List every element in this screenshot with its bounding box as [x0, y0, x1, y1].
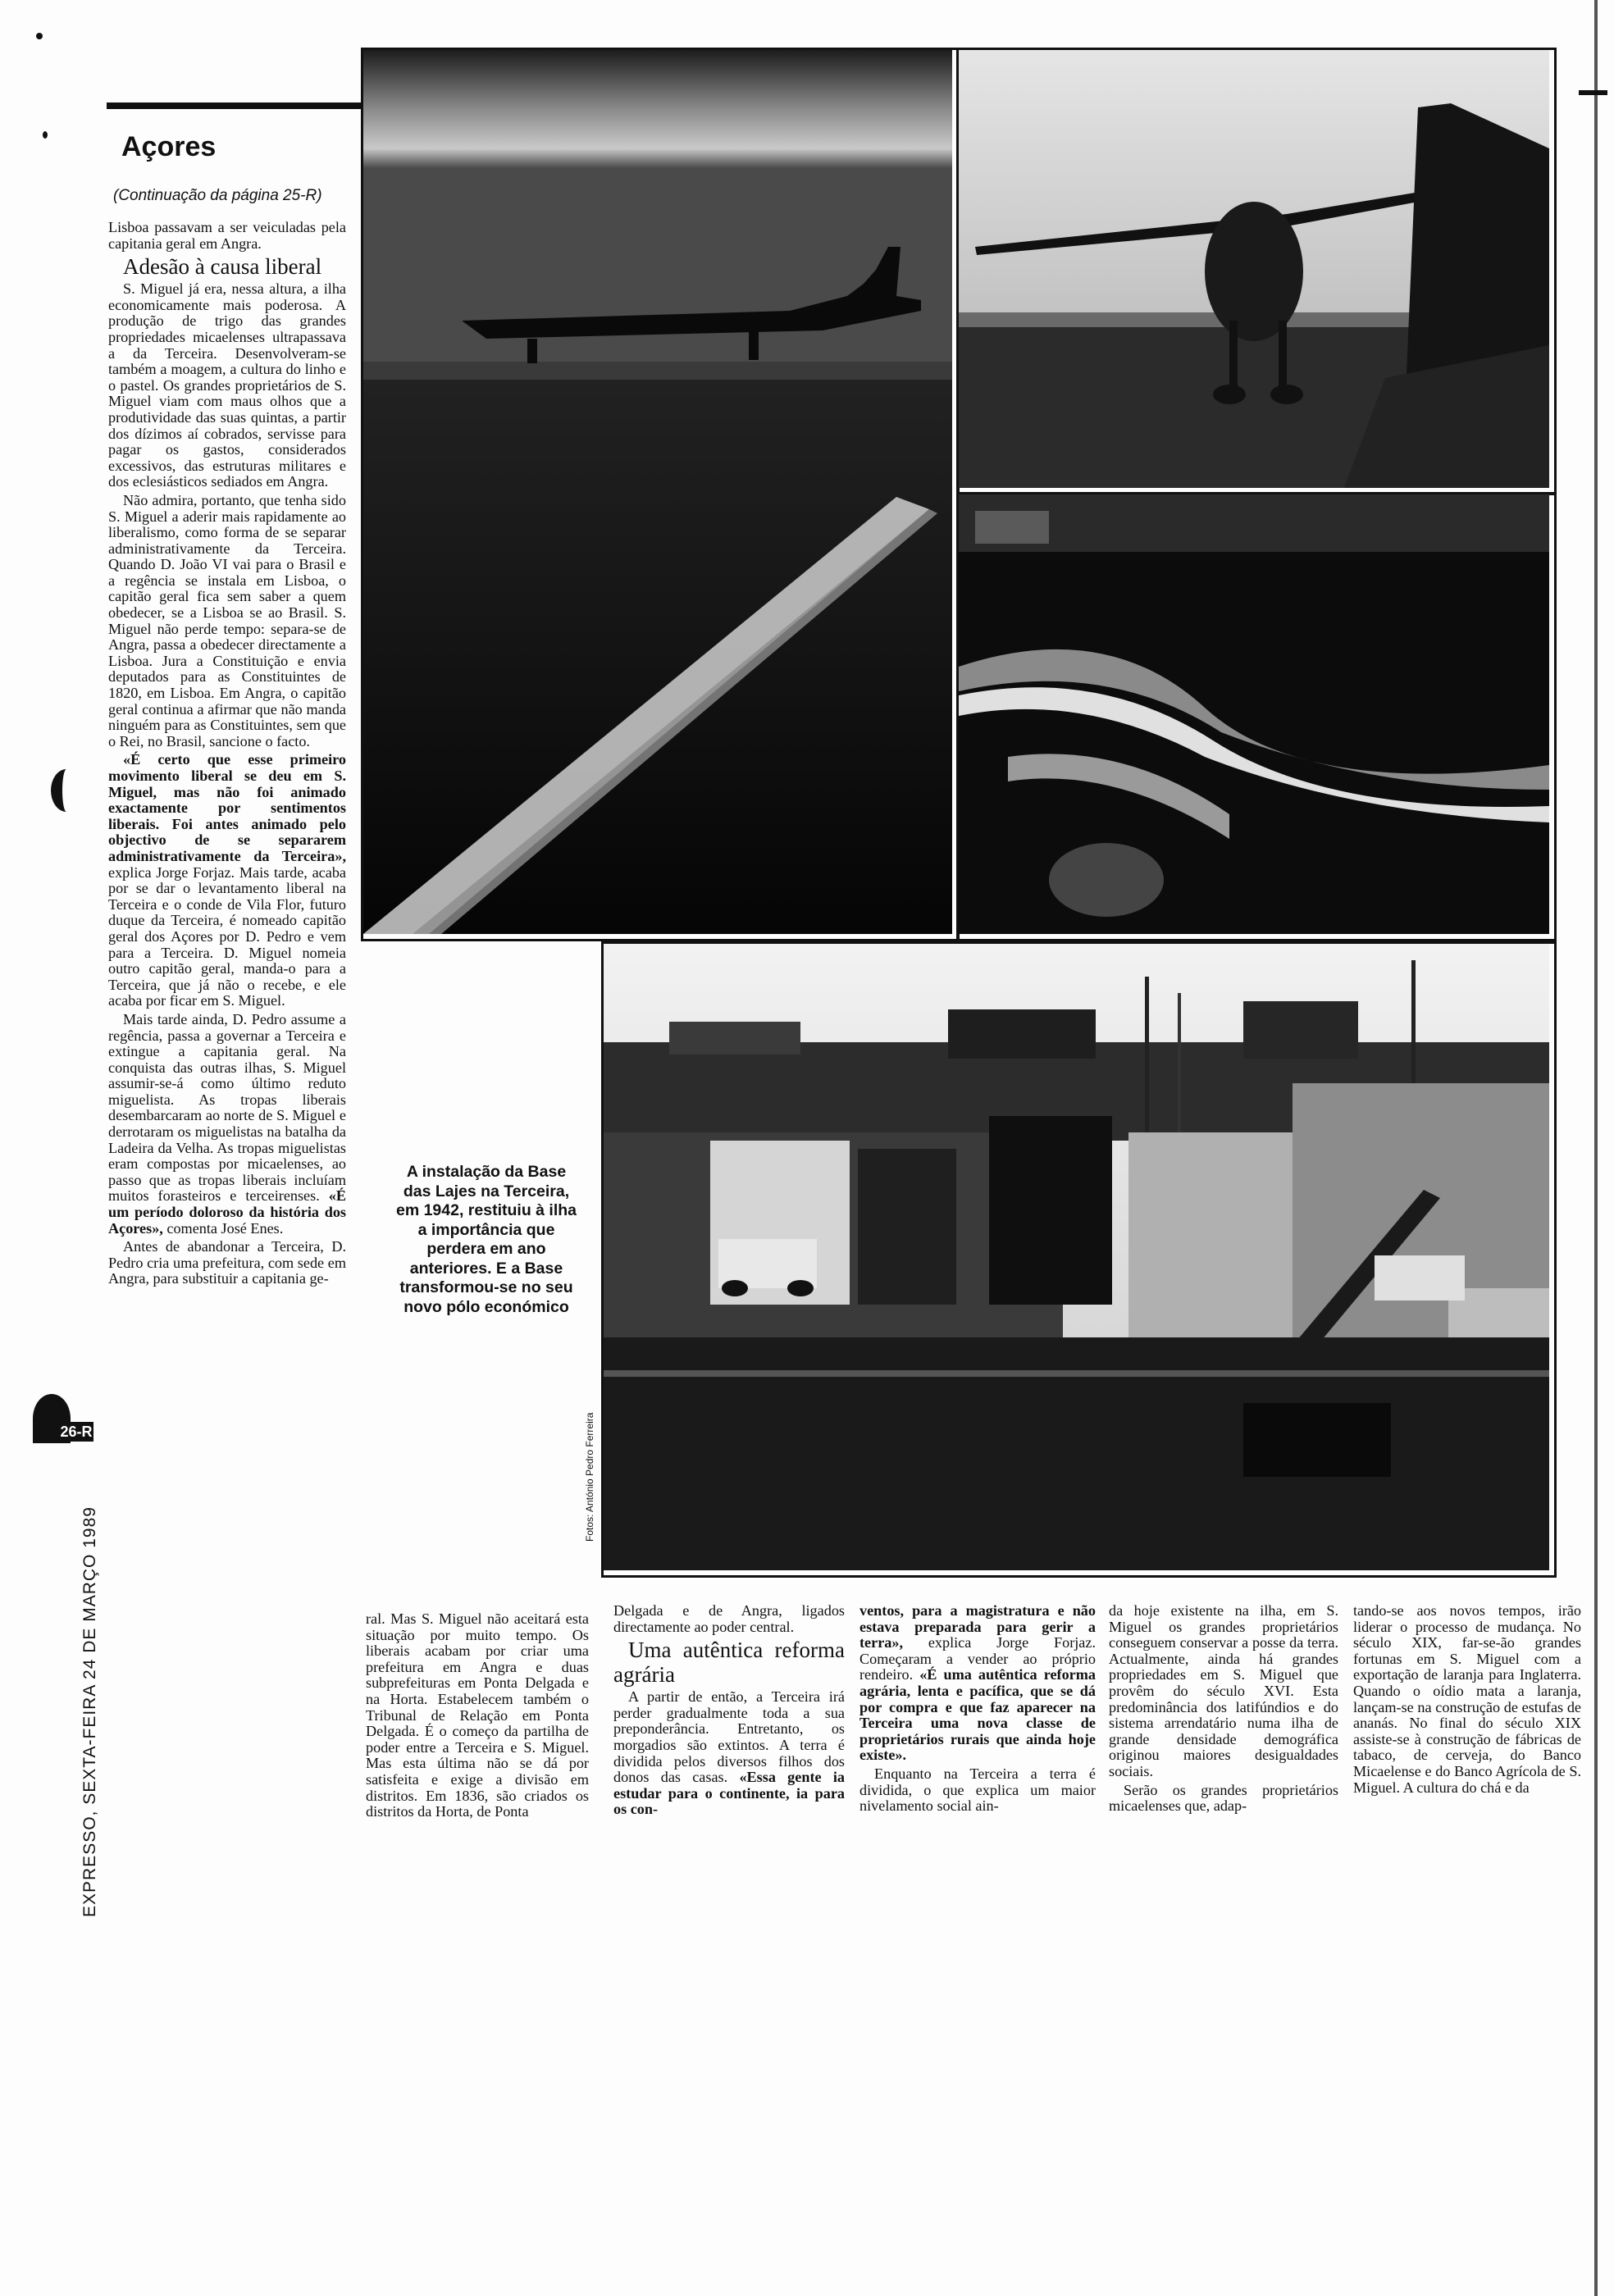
article-paragraph: Serão os grandes proprietários micaelenses que, adap-	[1109, 1781, 1338, 1815]
quote-text: ventos, para a magistratura e não estava preparada para gerir a terra»,	[859, 1603, 1096, 1651]
quote-text: «É certo que esse primeiro movimento liberal se deu em S. Miguel, mas não foi animado exactamente por sentimentos liberais. Foi antes animado pelo objectivo de se separarem administrativamente da Terceira»,	[108, 751, 346, 864]
subheading: Uma autêntica reforma agrária	[613, 1638, 845, 1688]
article-column-b	[366, 1611, 589, 1906]
paragraph-text: comenta José Enes.	[162, 1219, 284, 1237]
scan-crescent	[51, 769, 82, 812]
continuation-note: (Continuação da página 25-R)	[113, 187, 322, 204]
article-paragraph: Delgada e de Angra, ligados directamente ao poder central.	[613, 1603, 845, 1635]
photo-helicopter	[959, 50, 1549, 488]
scan-speck	[36, 33, 43, 39]
paragraph-text: explica Jorge Forjaz. Mais tarde, acaba por se dar o levantamento liberal na Terceira e o conde de Vila Flor, futuro duque da Terceira, é nomeado capitão geral dos Açores por D. Pedro e vem para a Terceira. D. Miguel nomeia outro capitão geral, manda-o para a Terceira, que já não o recebe, e ele acaba por ficar em S. Miguel.	[108, 863, 346, 1009]
quote-text: «É uma autêntica reforma agrária, lenta e pacífica, que se dá por compra e que faz aparecer na Terceira uma nova classe de proprietários rurais que ainda hoje existe».	[859, 1666, 1096, 1764]
article-paragraph: Antes de abandonar a Terceira, D. Pedro cria uma prefeitura, com sede em Angra, para substituir a capitania ge-	[108, 1238, 346, 1287]
paragraph-text: Mais tarde ainda, D. Pedro assume a regência, passa a governar a Terceira e extingue a capitania geral. Na conquista das outras ilhas, S. Miguel assumir-se-á como último reduto miguelista. As tropas liberais desembarcaram ao norte de S. Miguel e derrotaram os miguelistas na batalha da Ladeira da Velha. As tropas miguelistas eram compostas por micaelenses, ao passo que as tropas liberais incluíam muitos forasteiros e terceirenses.	[108, 1010, 346, 1205]
scan-speck	[43, 131, 48, 139]
article-column-a	[108, 220, 346, 1942]
photo-caption: A instalação da Base das Lajes na Terceira, em 1942, restituiu à ilha a importância que perdera em ano anteriores. E a Base transformou-se no seu novo pólo económico	[395, 1163, 577, 1316]
quote-text: «Essa gente ia estudar para o continente, ia para os con-	[613, 1769, 845, 1818]
photo-aircraft-runway	[363, 50, 952, 934]
paragraph-text: A partir de então, a Terceira irá perder gradualmente toda a sua preponderância. Entretanto, os morgadios são extintos. A terra é dividida pelos diversos filhos dos donos das casas.	[613, 1688, 845, 1786]
article-paragraph: S. Miguel já era, nessa altura, a ilha economicamente mais poderosa. A produção de trigo das grandes propriedades micaelenses ultrapassava a da Terceira. Desenvolveram-se também a moagem, a cultura do linho e o pastel. Os grandes proprietários de S. Miguel viam com maus olhos que a produtividade das suas quintas, a partir dos dízimos aí cobrados, servisse para pagar os gastos, considerados excessivos, das estruturas militares e dos eclesiásticos sediados em Angra.	[108, 280, 346, 490]
paragraph-text: explica Jorge Forjaz. Começaram a vender ao próprio rendeiro.	[859, 1634, 1096, 1683]
page-number: 26-R	[60, 1424, 93, 1440]
subheading: Adesão à causa liberal	[123, 254, 322, 280]
article-paragraph: da hoje existente na ilha, em S. Miguel os grandes proprietários conseguem conservar a posse da terra. Actualmente, ainda há grandes propriedades em S. Miguel que provêm do século XVI. Esta predominância dos latifúndios e do sistema arrendatário numa ilha de grande densidade demográfica originou maiores desigualdades sociais.	[1109, 1603, 1338, 1779]
article-paragraph	[613, 1689, 845, 1818]
section-title: Açores	[121, 131, 217, 162]
article-column-f	[1353, 1603, 1581, 1906]
photo-credit: Fotos: António Pedro Ferreira	[584, 1412, 595, 1542]
article-paragraph: Lisboa passavam a ser veiculadas pela capitania geral em Angra.	[108, 220, 346, 252]
article-paragraph	[108, 752, 346, 1009]
section-rule	[107, 102, 361, 109]
article-column-c	[613, 1603, 845, 1906]
article-column-d	[859, 1603, 1096, 1906]
scan-edge-line	[1594, 0, 1598, 2296]
article-column-e	[1109, 1603, 1338, 1906]
scan-edge-mark	[1579, 90, 1607, 95]
quote-text: «É um período doloroso da história dos Açores»,	[108, 1187, 346, 1237]
article-paragraph	[859, 1603, 1096, 1764]
article-paragraph: Enquanto na Terceira a terra é dividida, o que explica um maior nivelamento social ain-	[859, 1765, 1096, 1815]
article-paragraph: ral. Mas S. Miguel não aceitará esta situação por muito tempo. Os liberais acabam por criar uma prefeitura em Angra e duas subprefeituras em Ponta Delgada e na Horta. Estabelecem também o Tribunal de Relação em Ponta Delgada. É o começo da partilha de poder entre a Terceira e S. Miguel. Mas esta última não se dá por satisfeita e exige a divisão em distritos. Em 1836, são criados os distritos da Horta, de Ponta	[366, 1611, 589, 1820]
article-paragraph: Não admira, portanto, que tenha sido S. Miguel a aderir mais rapidamente ao liberalismo, como forma de se separar administrativamente da Terceira. Quando D. João VI vai para o Brasil e a regência se instala em Lisboa, o capitão geral fica sem saber a quem obedecer, se a Lisboa se ao Brasil. S. Miguel não perde tempo: separa-se de Angra, passa a obedecer directamente a Lisboa. Jura a Constituição e envia deputados para as Constituintes de 1820, em Lisboa. Em Angra, o capitão geral continua a afirmar que não manda ninguém para as Constituintes, sem que o Rei, no Brasil, sancione o facto.	[108, 491, 346, 749]
article-paragraph	[108, 1012, 346, 1237]
photo-town-buildings	[604, 944, 1549, 1570]
folio-line: EXPRESSO, SEXTA-FEIRA 24 DE MARÇO 1989	[80, 1506, 99, 1917]
article-paragraph: tando-se aos novos tempos, irão liderar o processo de mudança. No século XIX, far-se-ão grandes fortunas em S. Miguel com a exportação de laranja para Inglaterra. Quando o oídio mata a laranja, lançam-se na construção de estufas de ananás. No final do século XIX assiste-se à construção de fábricas de tabaco, de cerveja, do Banco Micaelense e do Banco Agrícola de S. Miguel. A cultura do chá e da	[1353, 1603, 1581, 1796]
photo-car	[959, 494, 1549, 934]
